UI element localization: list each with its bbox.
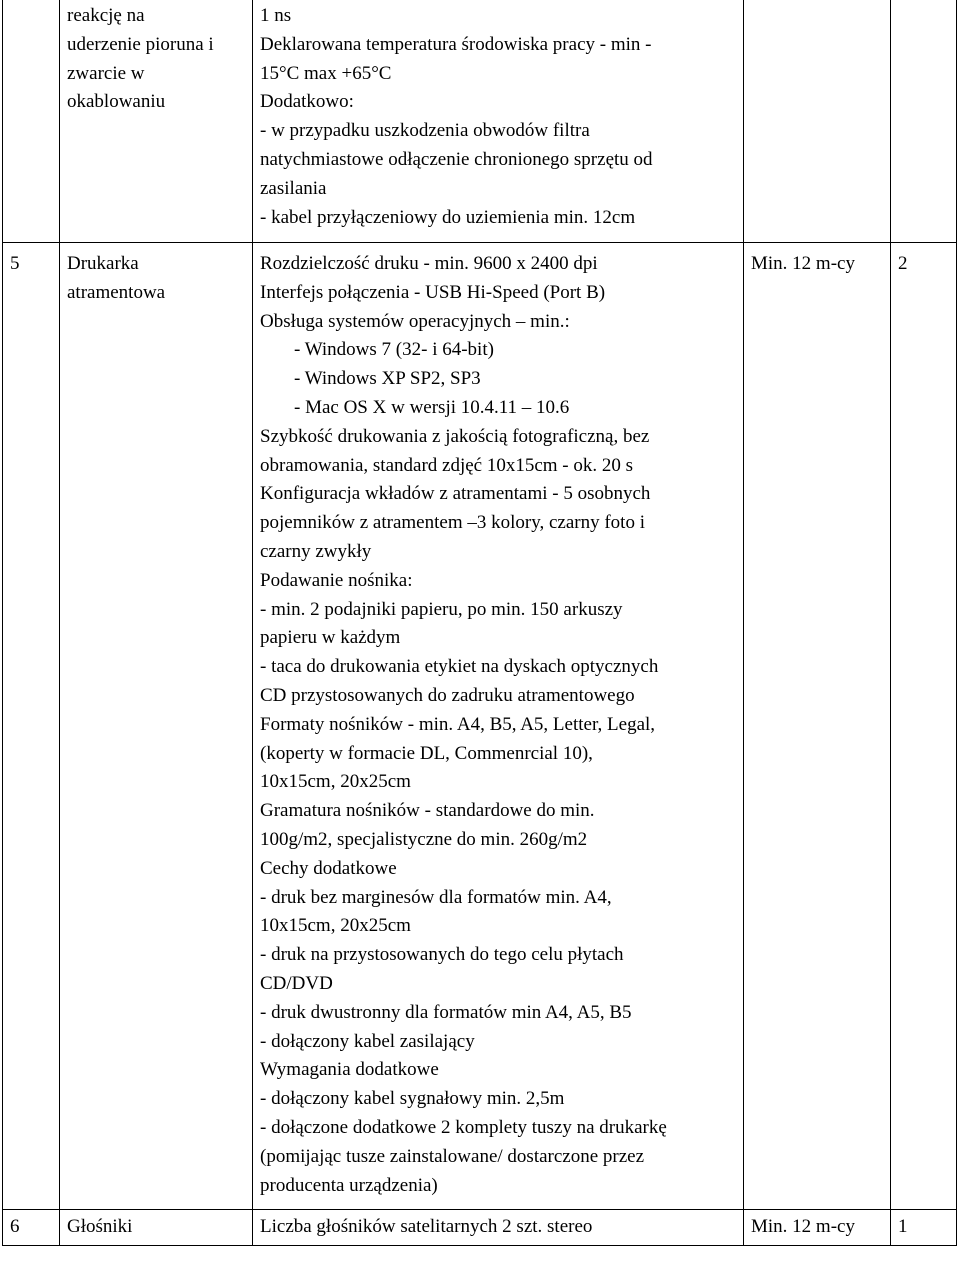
item-name-line: Głośniki	[67, 1216, 133, 1237]
spec-line: - dołączony kabel sygnałowy min. 2,5m	[260, 1088, 565, 1110]
spec-line: obramowania, standard zdjęć 10x15cm - ok. 20 s	[260, 454, 634, 476]
spec-line: CD/DVD	[260, 972, 333, 994]
spec-line: Interfejs połączenia - USB Hi-Speed (Port B)	[260, 281, 606, 303]
spec-line: Wymagania dodatkowe	[260, 1059, 439, 1081]
spec-line: - taca do drukowania etykiet na dyskach optycznych	[260, 656, 659, 678]
spec-line: - druk bez marginesów dla formatów min. A4,	[260, 886, 612, 908]
spec-line: Dodatkowo:	[260, 91, 354, 113]
item-name-line: Drukarka	[67, 253, 139, 274]
warranty-cell	[744, 0, 891, 243]
table-row	[3, 243, 957, 1210]
spec-line: - druk na przystosowanych do tego celu płytach	[260, 944, 624, 966]
item-number: 5	[10, 253, 20, 274]
quantity-value: 1	[898, 1216, 908, 1237]
spec-line: (pomijając tusze zainstalowane/ dostarczone przez	[260, 1145, 645, 1167]
item-name-line: uderzenie pioruna i	[67, 33, 214, 55]
spec-line: 10x15cm, 20x25cm	[260, 915, 411, 937]
spec-line: Formaty nośników - min. A4, B5, A5, Letter, Legal,	[260, 713, 656, 735]
spec-line: Liczba głośników satelitarnych 2 szt. stereo	[260, 1216, 593, 1237]
spec-line: Rozdzielczość druku - min. 9600 x 2400 dpi	[260, 253, 598, 274]
spec-line: Konfiguracja wkładów z atramentami - 5 osobnych	[260, 483, 651, 505]
item-name-line: okablowaniu	[67, 91, 166, 113]
spec-line: 15°C max +65°C	[260, 62, 392, 84]
spec-line: - Windows 7 (32- i 64-bit)	[294, 339, 494, 361]
item-name-cell	[60, 243, 253, 1210]
quantity-value: 2	[898, 253, 908, 274]
warranty-value: Min. 12 m-cy	[751, 253, 855, 274]
item-name-line: reakcję na	[67, 5, 145, 26]
spec-line: Deklarowana temperatura środowiska pracy - min -	[260, 33, 652, 55]
item-name-cell	[60, 0, 253, 243]
item-name-line: atramentowa	[67, 281, 166, 303]
table-row	[3, 1210, 957, 1246]
spec-line: - kabel przyłączeniowy do uziemienia min. 12cm	[260, 206, 636, 228]
table-row	[3, 0, 957, 243]
spec-line: - druk dwustronny dla formatów min A4, A5, B5	[260, 1001, 632, 1023]
spec-line: zasilania	[260, 177, 327, 199]
specification-table	[2, 0, 957, 1246]
spec-line: czarny zwykły	[260, 540, 372, 562]
spec-line: Podawanie nośnika:	[260, 569, 413, 591]
item-spec-cell	[253, 0, 744, 243]
spec-line: - dołączony kabel zasilający	[260, 1030, 475, 1052]
spec-line: - w przypadku uszkodzenia obwodów filtra	[260, 120, 590, 142]
item-spec-cell	[253, 243, 744, 1210]
spec-line: natychmiastowe odłączenie chronionego sprzętu od	[260, 148, 653, 170]
spec-line: Gramatura nośników - standardowe do min.	[260, 800, 595, 822]
spec-line: producenta urządzenia)	[260, 1174, 438, 1196]
spec-line: - Windows XP SP2, SP3	[294, 368, 481, 390]
item-name-line: zwarcie w	[67, 62, 145, 84]
spec-line: 10x15cm, 20x25cm	[260, 771, 411, 793]
spec-line: papieru w każdym	[260, 627, 401, 649]
spec-line: - dołączone dodatkowe 2 komplety tuszy na drukarkę	[260, 1116, 667, 1138]
spec-line: (koperty w formacie DL, Commenrcial 10),	[260, 742, 593, 764]
item-spec-cell	[253, 1210, 744, 1246]
item-number-cell	[3, 1210, 60, 1246]
item-number-cell	[3, 243, 60, 1210]
spec-line: - Mac OS X w wersji 10.4.11 – 10.6	[294, 396, 570, 418]
warranty-value: Min. 12 m-cy	[751, 1216, 855, 1237]
spec-line: Obsługa systemów operacyjnych – min.:	[260, 310, 570, 332]
spec-line: pojemników z atramentem –3 kolory, czarny foto i	[260, 512, 645, 534]
spec-line: - min. 2 podajniki papieru, po min. 150 arkuszy	[260, 598, 623, 620]
spec-line: 1 ns	[260, 5, 292, 26]
item-name-cell	[60, 1210, 253, 1246]
quantity-cell	[891, 0, 957, 243]
item-number-cell	[3, 0, 60, 243]
quantity-cell	[891, 1210, 957, 1246]
warranty-cell	[744, 243, 891, 1210]
table-body	[3, 0, 957, 1246]
quantity-cell	[891, 243, 957, 1210]
spec-line: 100g/m2, specjalistyczne do min. 260g/m2	[260, 828, 588, 850]
warranty-cell	[744, 1210, 891, 1246]
spec-line: CD przystosowanych do zadruku atramentowego	[260, 684, 635, 706]
spec-line: Cechy dodatkowe	[260, 857, 397, 879]
item-number: 6	[10, 1216, 20, 1237]
spec-line: Szybkość drukowania z jakością fotograficzną, bez	[260, 425, 650, 447]
